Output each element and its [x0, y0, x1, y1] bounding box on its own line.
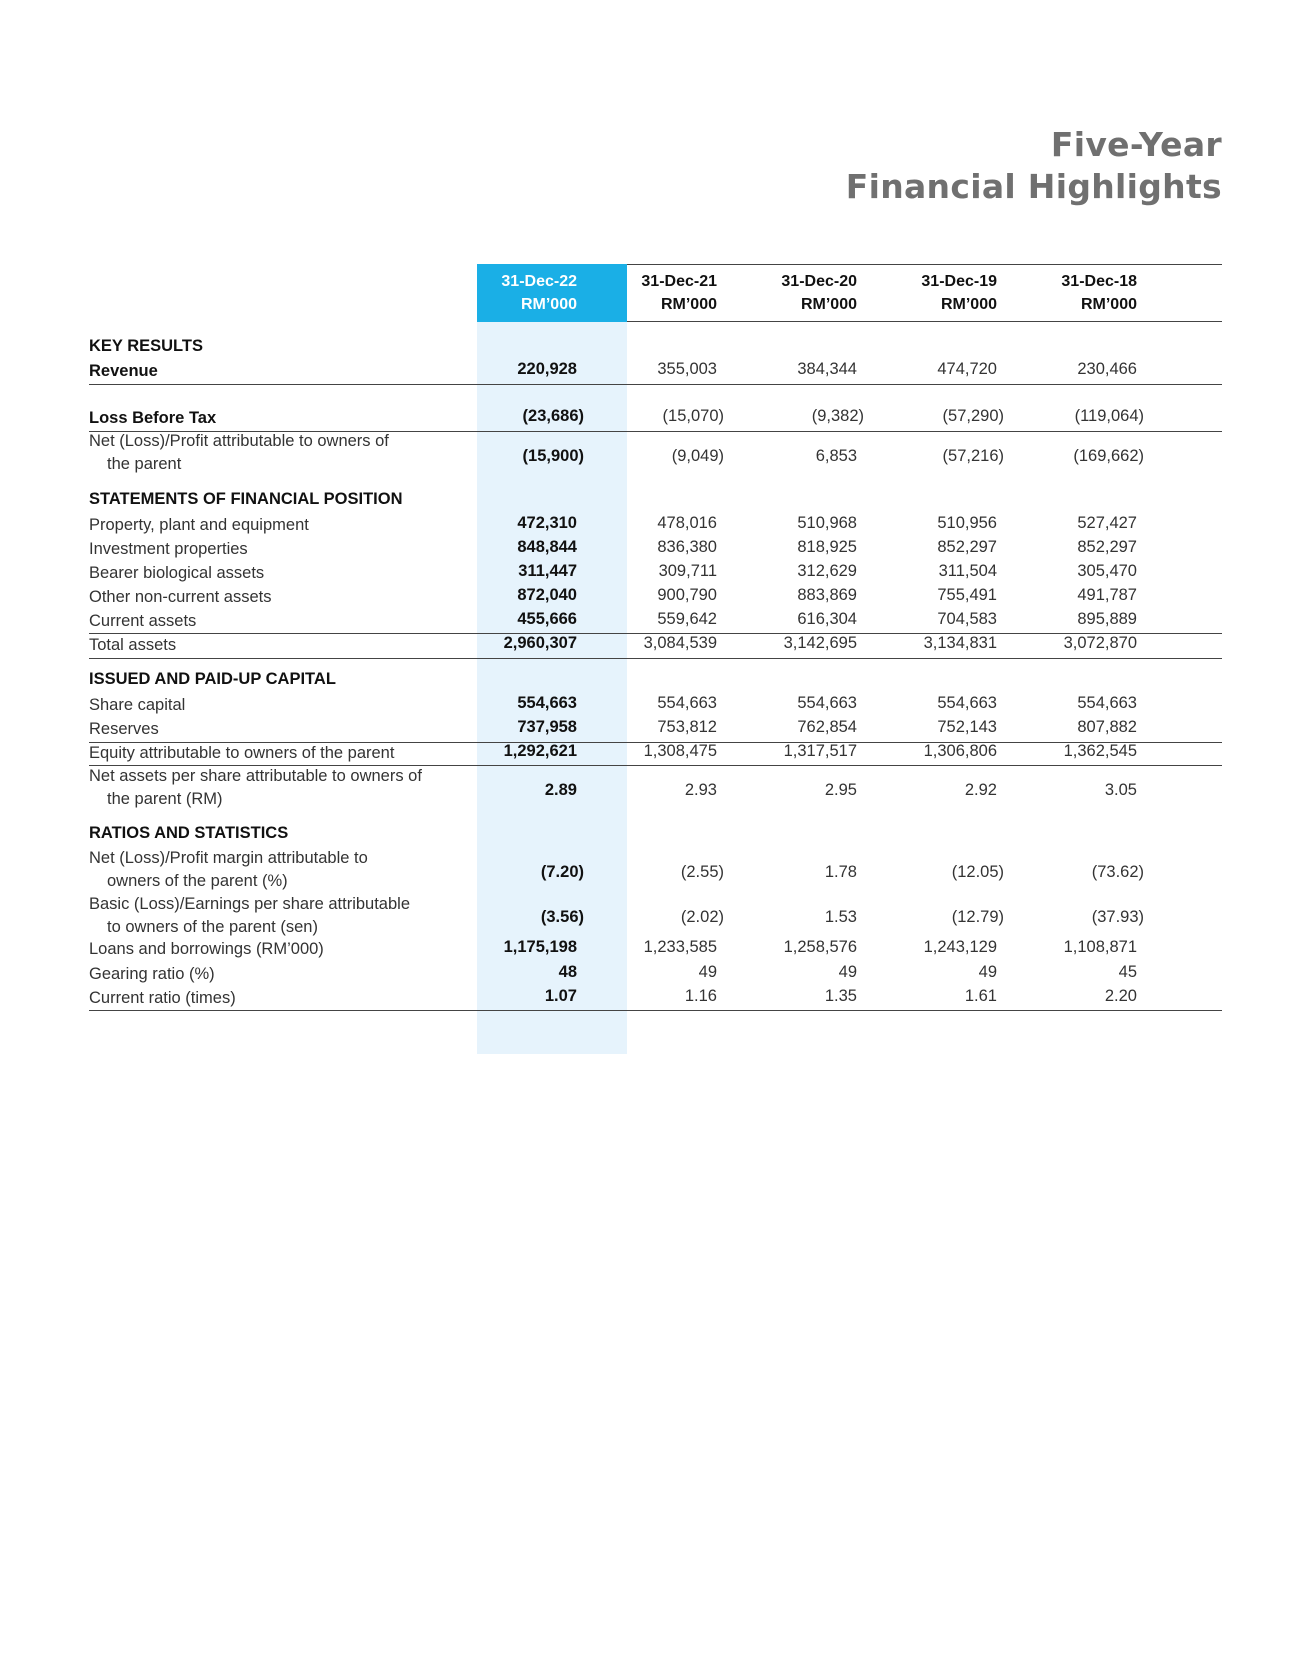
cell-gearing-2: 49 — [838, 963, 857, 981]
column-unit: RM’000 — [520, 296, 577, 313]
cell-current-assets-3: 704,583 — [937, 610, 997, 628]
row-label-line-1: Net assets per share attributable to owners of — [89, 767, 422, 785]
cell-eps-3: (12.79) — [951, 908, 1004, 926]
cell-loans-2: 1,258,576 — [783, 938, 857, 956]
cell-investment-properties-4: 852,297 — [1077, 538, 1137, 556]
cell-revenue-4: 230,466 — [1077, 360, 1137, 378]
row-label: Other non-current assets — [89, 588, 272, 606]
cell-share-capital-4: 554,663 — [1077, 694, 1137, 712]
row-divider — [89, 658, 1222, 659]
column-date: 31-Dec-19 — [921, 273, 997, 290]
column-header-2 — [767, 264, 917, 322]
cell-eps-2: 1.53 — [824, 908, 857, 926]
cell-current-assets-2: 616,304 — [797, 610, 857, 628]
row-label-line-2: the parent — [107, 455, 182, 473]
column-unit: RM’000 — [800, 296, 857, 313]
cell-bearer-assets-3: 311,504 — [938, 562, 997, 580]
cell-profit-margin-0: (7.20) — [540, 863, 584, 881]
row-label: Property, plant and equipment — [89, 516, 309, 534]
cell-nav-per-share-4: 3.05 — [1104, 781, 1137, 799]
cell-net-profit-2: 6,853 — [815, 447, 857, 465]
cell-ppe-4: 527,427 — [1077, 514, 1137, 532]
cell-current-assets-1: 559,642 — [657, 610, 717, 628]
cell-investment-properties-2: 818,925 — [797, 538, 857, 556]
cell-nav-per-share-0: 2.89 — [544, 781, 577, 799]
cell-loss-before-tax-1: (15,070) — [662, 407, 724, 425]
cell-loans-0: 1,175,198 — [503, 938, 577, 956]
cell-reserves-1: 753,812 — [657, 718, 717, 736]
cell-bearer-assets-1: 309,711 — [658, 562, 717, 580]
row-label — [89, 893, 410, 939]
row-label: Share capital — [89, 696, 186, 714]
cell-share-capital-1: 554,663 — [657, 694, 717, 712]
row-label-line-1: Net (Loss)/Profit margin attributable to — [89, 849, 368, 867]
title-line-2: Financial Highlights — [845, 167, 1222, 206]
cell-current-ratio-3: 1.61 — [964, 987, 997, 1005]
cell-total-assets-3: 3,134,831 — [923, 634, 997, 652]
cell-current-ratio-0: 1.07 — [544, 987, 577, 1005]
cell-nav-per-share-2: 2.95 — [824, 781, 857, 799]
cell-net-profit-3: (57,216) — [942, 447, 1004, 465]
cell-reserves-0: 737,958 — [517, 718, 577, 736]
cell-net-profit-0: (15,900) — [522, 447, 584, 465]
current-year-highlight — [477, 264, 627, 1054]
cell-loans-1: 1,233,585 — [643, 938, 717, 956]
column-unit: RM’000 — [660, 296, 717, 313]
cell-eps-4: (37.93) — [1091, 908, 1144, 926]
column-date: 31-Dec-21 — [641, 273, 717, 290]
row-label-line-1: Basic (Loss)/Earnings per share attributable — [89, 895, 410, 913]
cell-current-ratio-1: 1.16 — [684, 987, 717, 1005]
column-unit: RM’000 — [940, 296, 997, 313]
column-header-3 — [907, 264, 1057, 322]
cell-profit-margin-1: (2.55) — [680, 863, 724, 881]
cell-revenue-2: 384,344 — [797, 360, 857, 378]
cell-loans-4: 1,108,871 — [1063, 938, 1137, 956]
cell-loss-before-tax-3: (57,290) — [942, 407, 1004, 425]
cell-ppe-0: 472,310 — [517, 514, 577, 532]
cell-share-capital-3: 554,663 — [937, 694, 997, 712]
cell-revenue-3: 474,720 — [937, 360, 997, 378]
row-label-line-2: to owners of the parent (sen) — [107, 918, 318, 936]
cell-gearing-1: 49 — [698, 963, 717, 981]
cell-reserves-4: 807,882 — [1077, 718, 1137, 736]
column-header-0 — [477, 264, 627, 322]
title-line-1: Five-Year — [1050, 125, 1222, 164]
row-label — [89, 430, 389, 476]
row-divider — [89, 633, 1222, 634]
cell-ppe-3: 510,956 — [937, 514, 997, 532]
cell-gearing-4: 45 — [1118, 963, 1137, 981]
cell-other-noncurrent-0: 872,040 — [517, 586, 577, 604]
cell-loans-3: 1,243,129 — [923, 938, 997, 956]
row-divider — [89, 384, 1222, 385]
cell-current-ratio-4: 2.20 — [1104, 987, 1137, 1005]
cell-profit-margin-2: 1.78 — [824, 863, 857, 881]
row-divider — [89, 1010, 1222, 1011]
row-label-line-2: owners of the parent (%) — [107, 872, 288, 890]
row-label: Bearer biological assets — [89, 564, 265, 582]
cell-revenue-1: 355,003 — [657, 360, 717, 378]
cell-net-profit-4: (169,662) — [1073, 447, 1144, 465]
cell-current-assets-4: 895,889 — [1077, 610, 1137, 628]
cell-reserves-3: 752,143 — [937, 718, 997, 736]
cell-equity-4: 1,362,545 — [1063, 742, 1137, 760]
cell-equity-3: 1,306,806 — [923, 742, 997, 760]
row-label: Reserves — [89, 720, 159, 738]
cell-current-assets-0: 455,666 — [517, 610, 577, 628]
column-header-4 — [1047, 264, 1222, 322]
cell-investment-properties-3: 852,297 — [937, 538, 997, 556]
row-label: Equity attributable to owners of the parent — [89, 744, 395, 762]
table-header — [89, 264, 1222, 322]
row-divider — [89, 765, 1222, 766]
cell-total-assets-0: 2,960,307 — [503, 634, 577, 652]
row-label: Loss Before Tax — [89, 409, 217, 427]
cell-bearer-assets-4: 305,470 — [1077, 562, 1137, 580]
row-label: Gearing ratio (%) — [89, 965, 215, 983]
cell-eps-1: (2.02) — [680, 908, 724, 926]
row-label: Investment properties — [89, 540, 248, 558]
cell-bearer-assets-0: 311,447 — [518, 562, 577, 580]
cell-equity-1: 1,308,475 — [643, 742, 717, 760]
cell-gearing-3: 49 — [978, 963, 997, 981]
row-label: Total assets — [89, 636, 177, 654]
row-label: Loans and borrowings (RM’000) — [89, 940, 324, 958]
cell-ppe-2: 510,968 — [797, 514, 857, 532]
column-date: 31-Dec-18 — [1061, 273, 1137, 290]
cell-profit-margin-4: (73.62) — [1091, 863, 1144, 881]
section-heading-financial-position: STATEMENTS OF FINANCIAL POSITION — [89, 490, 403, 508]
column-date: 31-Dec-22 — [501, 273, 577, 290]
row-label-line-2: the parent (RM) — [107, 790, 223, 808]
cell-share-capital-0: 554,663 — [517, 694, 577, 712]
cell-other-noncurrent-3: 755,491 — [937, 586, 997, 604]
cell-loss-before-tax-0: (23,686) — [522, 407, 584, 425]
cell-ppe-1: 478,016 — [657, 514, 717, 532]
section-heading-capital: ISSUED AND PAID-UP CAPITAL — [89, 670, 336, 688]
column-header-1 — [627, 264, 777, 322]
cell-loss-before-tax-4: (119,064) — [1074, 407, 1144, 425]
cell-total-assets-4: 3,072,870 — [1063, 634, 1137, 652]
cell-total-assets-2: 3,142,695 — [783, 634, 857, 652]
row-divider — [89, 431, 1222, 432]
cell-net-profit-1: (9,049) — [671, 447, 724, 465]
cell-profit-margin-3: (12.05) — [951, 863, 1004, 881]
row-label-line-1: Net (Loss)/Profit attributable to owners of — [89, 432, 389, 450]
column-date: 31-Dec-20 — [781, 273, 857, 290]
cell-share-capital-2: 554,663 — [797, 694, 857, 712]
cell-gearing-0: 48 — [558, 963, 577, 981]
column-unit: RM’000 — [1080, 296, 1137, 313]
cell-other-noncurrent-4: 491,787 — [1077, 586, 1137, 604]
cell-loss-before-tax-2: (9,382) — [811, 407, 864, 425]
row-label: Current ratio (times) — [89, 989, 236, 1007]
row-label — [89, 765, 422, 811]
cell-other-noncurrent-1: 900,790 — [657, 586, 717, 604]
page-title — [846, 124, 1222, 208]
cell-current-ratio-2: 1.35 — [824, 987, 857, 1005]
cell-revenue-0: 220,928 — [517, 360, 577, 378]
cell-nav-per-share-1: 2.93 — [684, 781, 717, 799]
cell-equity-2: 1,317,517 — [783, 742, 857, 760]
cell-eps-0: (3.56) — [540, 908, 584, 926]
row-label: Current assets — [89, 612, 197, 630]
row-label: Revenue — [89, 362, 158, 380]
cell-total-assets-1: 3,084,539 — [643, 634, 717, 652]
cell-nav-per-share-3: 2.92 — [964, 781, 997, 799]
cell-investment-properties-1: 836,380 — [657, 538, 717, 556]
cell-other-noncurrent-2: 883,869 — [797, 586, 857, 604]
cell-reserves-2: 762,854 — [797, 718, 857, 736]
section-heading-key-results: KEY RESULTS — [89, 337, 203, 355]
row-divider — [89, 742, 1222, 743]
row-label — [89, 847, 368, 893]
cell-investment-properties-0: 848,844 — [517, 538, 577, 556]
cell-equity-0: 1,292,621 — [503, 742, 577, 760]
cell-bearer-assets-2: 312,629 — [797, 562, 857, 580]
section-heading-ratios: RATIOS AND STATISTICS — [89, 824, 289, 842]
